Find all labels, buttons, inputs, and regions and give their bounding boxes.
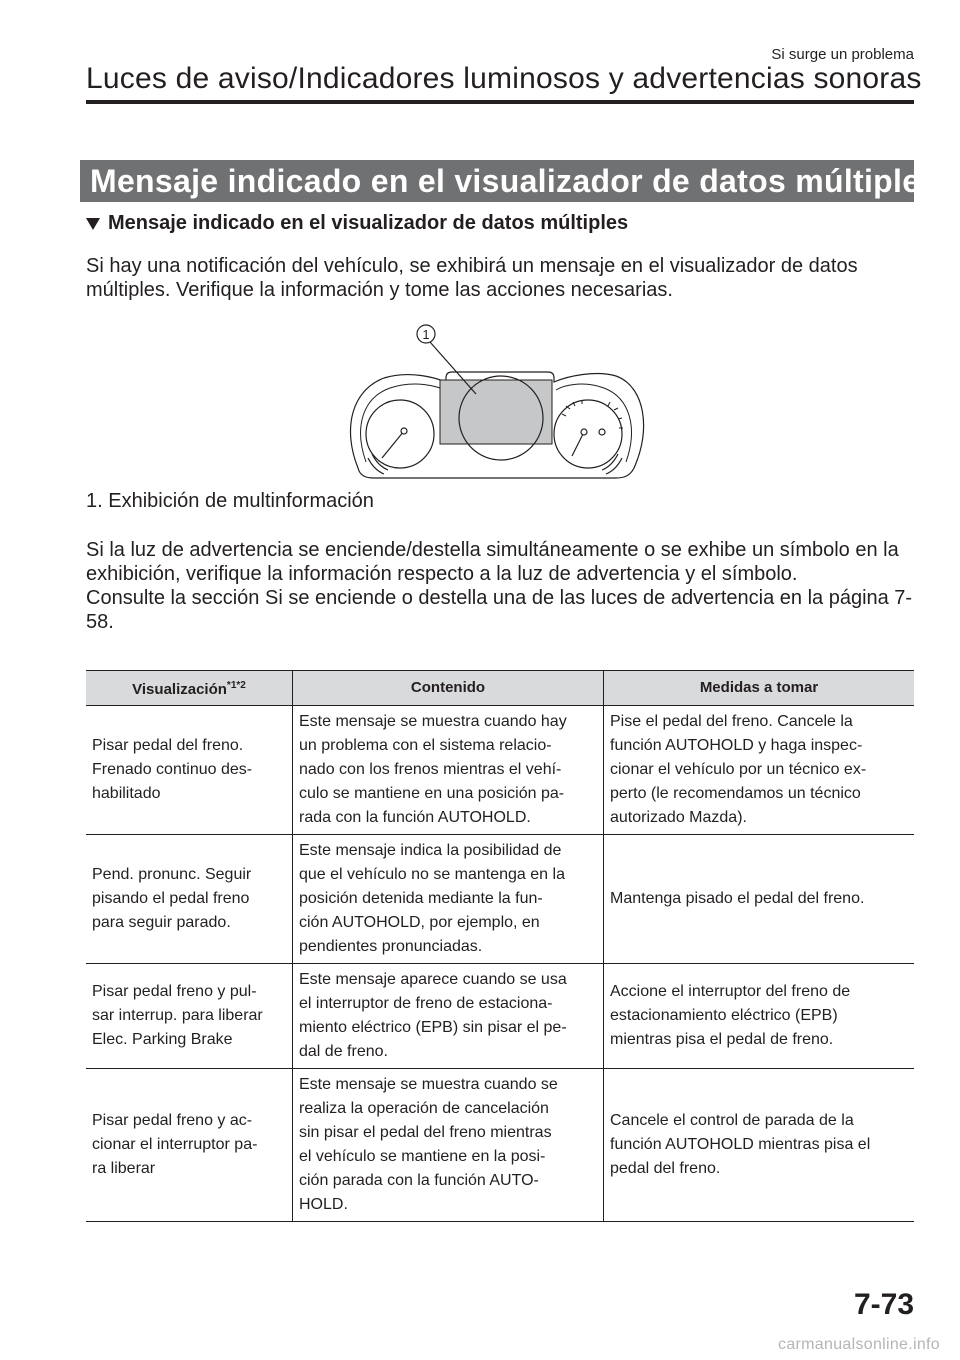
page-header-title: Luces de aviso/Indicadores luminosos y advertencias sonoras	[86, 62, 922, 95]
table-cell: Pise el pedal del freno. Cancele la función AUTOHOLD y haga inspec- cionar el vehículo por un técnico ex- perto (le recomendamos un técnico autorizado Mazda).	[604, 706, 915, 835]
table-cell: Accione el interruptor del freno de estacionamiento eléctrico (EPB) mientras pisa el pedal de freno.	[604, 964, 915, 1069]
display-panel	[440, 380, 552, 444]
table-cell: Mantenga pisado el pedal del freno.	[604, 835, 915, 964]
table-cell: Cancele el control de parada de la función AUTOHOLD mientras pisa el pedal del freno.	[604, 1069, 915, 1222]
subheading-text: Mensaje indicado en el visualizador de datos múltiples	[108, 212, 629, 234]
figure-legend: 1. Exhibición de multinformación	[86, 490, 374, 512]
table-cell: Este mensaje aparece cuando se usa el interruptor de freno de estaciona- miento eléctrico (EPB) sin pisar el pe- dal de freno.	[293, 964, 604, 1069]
section-banner	[80, 160, 939, 202]
table-cell: Pisar pedal freno y pul- sar interrup. para liberar Elec. Parking Brake	[86, 964, 293, 1069]
column-header-action: Medidas a tomar	[604, 671, 915, 706]
footnote-ref: *1*2	[226, 680, 246, 691]
table-row	[86, 835, 914, 964]
instrument-cluster-diagram	[340, 318, 650, 490]
messages-table	[86, 670, 914, 1222]
table-cell: Este mensaje indica la posibilidad de que el vehículo no se mantenga en la posición detenida mediante la fun- ción AUTOHOLD, por ejemplo, en pendientes pronunciadas.	[293, 835, 604, 964]
table-cell: Pisar pedal freno y ac- cionar el interruptor pa- ra liberar	[86, 1069, 293, 1222]
column-header-content: Contenido	[293, 671, 604, 706]
right-gauge	[554, 400, 622, 468]
column-header-display: Visualización$^{*1*2}$	[86, 671, 293, 706]
table-cell: Este mensaje se muestra cuando hay un problema con el sistema relacio- nado con los frenos mientras el vehí- culo se mantiene en una posición pa- rada con la función AUTOHOLD.	[293, 706, 604, 835]
table-cell: Pend. pronunc. Seguir pisando el pedal freno para seguir parado.	[86, 835, 293, 964]
subheading	[86, 212, 628, 235]
header-section-label: Si surge un problema	[771, 46, 914, 63]
triangle-down-icon	[86, 218, 100, 230]
table-header-row	[86, 671, 914, 706]
table-cell: Este mensaje se muestra cuando se realiza la operación de cancelación sin pisar el pedal del freno mientras el vehículo se mantiene en la posi- ción parada con la función AUTO- HOLD.	[293, 1069, 604, 1222]
watermark: carmanualsonline.info	[778, 1336, 940, 1353]
table-row	[86, 964, 914, 1069]
table-row	[86, 706, 914, 835]
table-cell: Pisar pedal del freno. Frenado continuo des- habilitado	[86, 706, 293, 835]
header-divider	[86, 100, 914, 104]
section-banner-title: Mensaje indicado en el visualizador de datos múltiples	[90, 162, 939, 199]
page-number: 7-73	[853, 1288, 914, 1321]
table-row	[86, 1069, 914, 1222]
left-gauge	[366, 400, 434, 468]
body-paragraph: Si la luz de advertencia se enciende/destella simultáneamente o se exhibe un símbolo en la exhibición, verifique la información respecto a la luz de advertencia y el símbolo. Consulte la sección Si se enciende o destella una de las luces de advertencia en la página 7-58.	[86, 539, 913, 633]
intro-paragraph: Si hay una notificación del vehículo, se exhibirá un mensaje en el visualizador de datos múltiples. Verifique la información y tome las acciones necesarias.	[86, 255, 858, 301]
callout-number: 1	[422, 327, 430, 342]
